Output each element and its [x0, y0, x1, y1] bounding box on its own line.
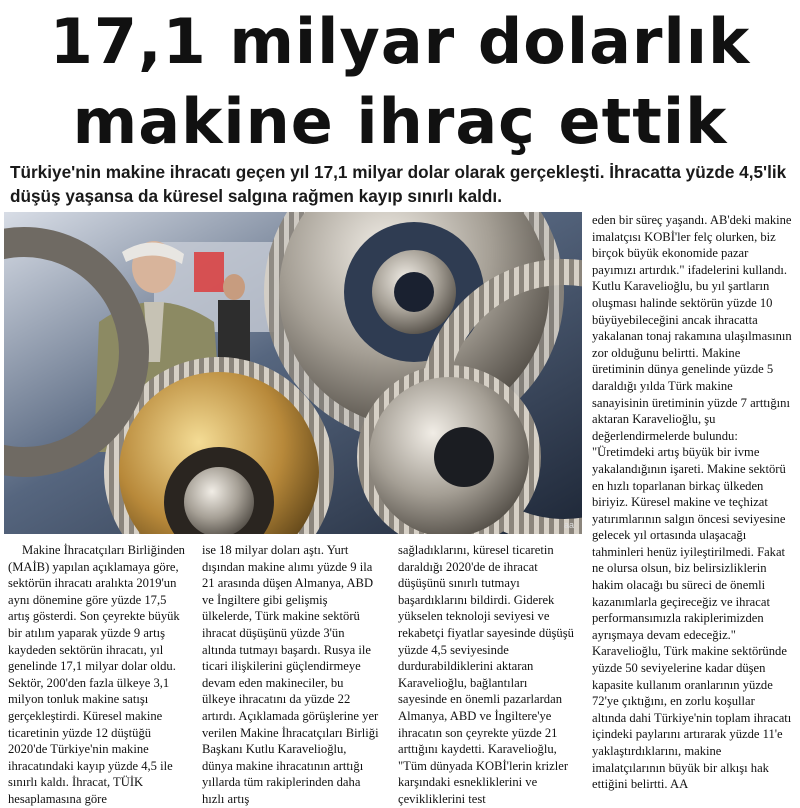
- article-column-3: [398, 542, 578, 808]
- gears-photo: [4, 212, 582, 534]
- photo-credit: aa: [564, 520, 575, 530]
- headline: [0, 2, 800, 162]
- gears-illustration: [4, 212, 582, 534]
- subheadline: Türkiye'nin makine ihracatı geçen yıl 17,1 milyar dolar olarak gerçekleşti. İhracatta yüzde 4,5'lik düşüş yaşansa da küresel salgına rağmen kayıp sınırlı kaldı.: [10, 162, 787, 206]
- article-column-4: [592, 212, 792, 793]
- column-1-text: Makine İhracatçıları Birliğinden (MAİB) yapılan açıklamaya göre, sektörün ihracatı aralıkta 2019'un aynı dönemine göre yüzde 17,5 artış gösterdi. Son çeyrekte büyük bir atılım yaparak yüzde 9 artış kaydeden sektörün ihracatı, yıl genelinde 17,1 milyar dolar oldu. Sektör, 200'den fazla ülkeye 3,1 milyon tonluk makine satışı gerçekleştirdi. Küresel makine ticaretinin yüzde 12 düştüğü 2020'de Türkiye'nin makine ihracatındaki kayıp yüzde 4,5 ile sınırlı kaldı. İhracat, TÜİK hesaplamasına göre: [8, 543, 185, 806]
- headline-line-2: makine ihraç ettik: [72, 85, 728, 158]
- column-2-text: ise 18 milyar doları aştı. Yurt dışından makine alımı yüzde 9 ila 21 arasında düşen Almanya, ABD ve İngiltere gibi gelişmiş ülkelerde, Türk makine sektörü ihracat düşüşünü yüzde 3'ün altında tutmayı başardı. Rusya ile ticari ilişkilerini güçlendirmeye devam eden makineciler, bu ülkeye ihracatını da yüzde 22 artırdı. Açıklamada görüşlerine yer verilen Makine İhracatçıları Birliği Başkanı Kutlu Karavelioğlu, dünya makine ihracatının arttığı yıllarda tüm rakiplerinden daha hızlı artış: [202, 543, 379, 806]
- article-column-1: [8, 542, 190, 808]
- article-column-2: [202, 542, 380, 808]
- column-3-text: sağladıklarını, küresel ticaretin daraldığı 2020'de de ihracat düşüşünü sınırlı tutmayı başardıklarını bildirdi. Giderek yükselen teknoloji seviyesi ve rekabetçi fiyatlar sayesinde düşüşü yüzde 4,5 seviyesinde durdurabildiklerini aktaran Karavelioğlu, bağlantıları sayesinde en önemli pazarlardan Almanya, ABD ve İngiltere'ye ihracatın son çeyrekte yüzde 21 arttığını kaydetti. Karavelioğlu, "Tüm dünyada KOBİ'lerin krizler karşındaki esnekliklerini ve çevikliklerini test: [398, 543, 574, 806]
- column-4-text: eden bir süreç yaşandı. AB'deki makine imalatçısı KOBİ'ler felç olurken, biz birçok büyük ekonomide pazar payımızı artırdık." ifadelerini kullandı. Kutlu Karavelioğlu, bu yıl şartların oluşması halinde sektörün yüzde 10 büyüyebileceğini ancak ihracatta yakalanan tonaj rakamına ulaşılmasının zor olduğunu belirtti. Makine üretiminin dünya genelinde yüzde 5 daraldığı yılda Türk makine sanayisinin üretiminin yüzde 7 arttığını aktaran Karavelioğlu, şu değerlendirmelerde bulundu: "Üretimdeki artış büyük bir ivme yakalandığının işareti. Makine sektörü en hızlı toparlanan birkaç ülkeden biriyiz. Küresel makine ve teçhizat yatırımlarının salgın öncesi seviyesine gelecek yıl ortasında ulaşacağı tahminleri henüz iyileştirilmedi. Fakat ne olursa olsun, biz belirsizliklerin hakim olacağı bu süreci de önemli kazanımlarla geçireceğiz ve ihracat performansımızla rakiplerimizden ayrışmaya devam edeceğiz." Karavelioğlu, Türk makine sektöründe yüzde 50 seviyelerine kadar düşen kapasite kullanım oranlarının yüzde 72'ye çıktığını, en zorlu koşullar altında dahi Türkiye'nin toplam ihracatı içindeki paylarını artırarak yüzde 11'e yaklaştırdıklarını, makine imalatçılarının büyük bir alkışı hak ettiğini belirtti. AA: [592, 213, 792, 792]
- headline-line-1: 17,1 milyar dolarlık: [49, 5, 751, 78]
